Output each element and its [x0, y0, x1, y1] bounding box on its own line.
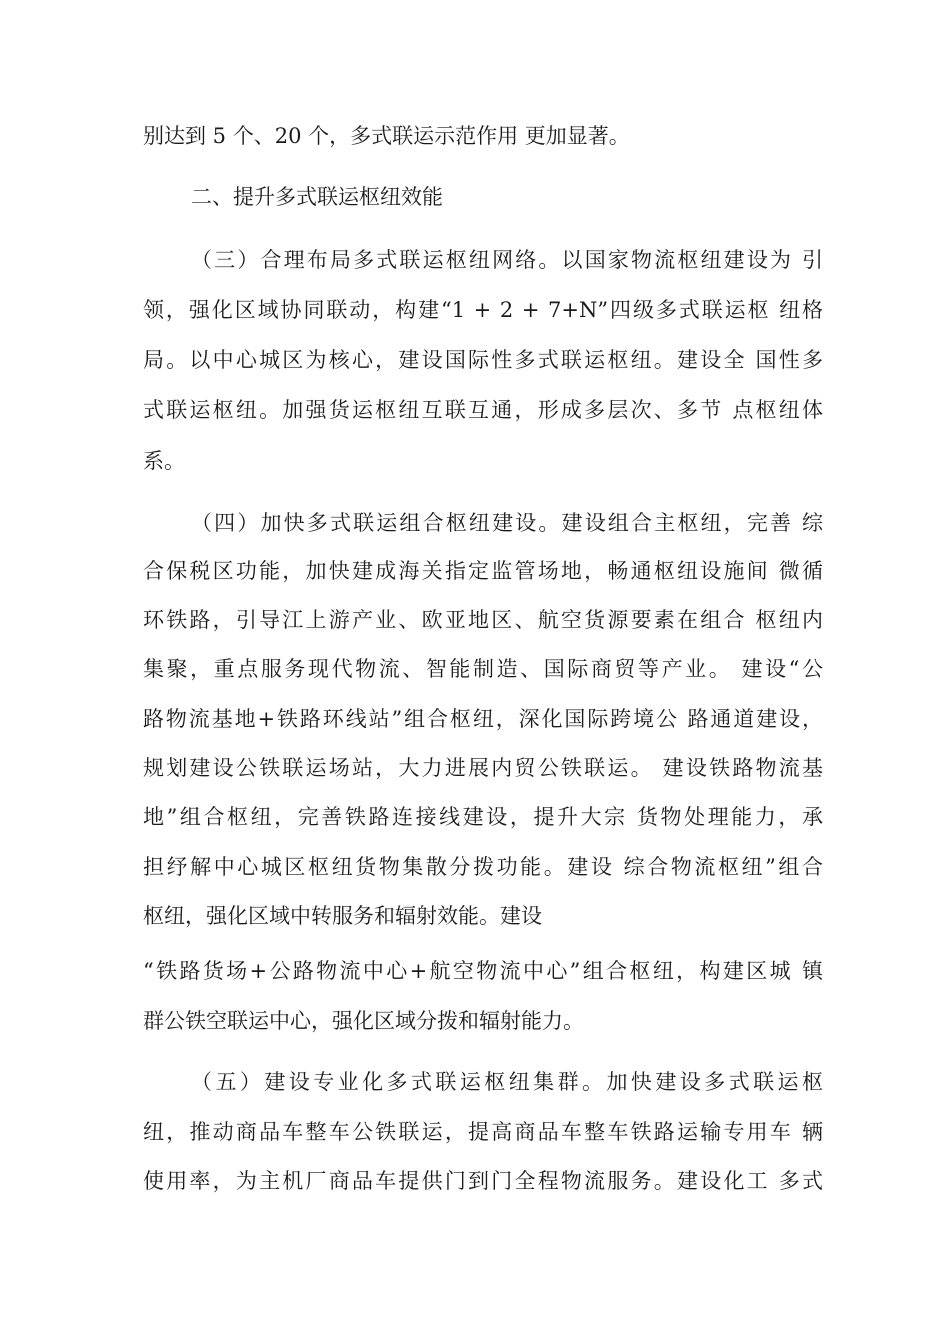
paragraph-line: 式联运枢纽。加强货运枢纽互联互通，形成多层次、多节 点枢纽体 — [143, 398, 823, 422]
section-heading: 二、提升多式联运枢纽效能 — [191, 185, 443, 209]
paragraph-line: “铁路货场+公路物流中心+航空物流中心”组合枢纽，构建区城 镇 — [143, 959, 823, 983]
paragraph-line: 地”组合枢纽，完善铁路连接线建设，提升大宗 货物处理能力，承 — [143, 805, 823, 829]
paragraph-line: 局。以中心城区为核心，建设国际性多式联运枢纽。建设全 国性多 — [143, 348, 823, 372]
paragraph-line: 担纾解中心城区枢纽货物集散分拨功能。建设 综合物流枢纽”组合 — [143, 855, 823, 879]
paragraph-line: 领，强化区域协同联动，构建“1 + 2 + 7+N”四级多式联运枢 纽格 — [143, 298, 823, 322]
paragraph-line: 路物流基地+铁路环线站”组合枢纽，深化国际跨境公 路通道建设， — [143, 707, 823, 731]
paragraph-line: （四）加快多式联运组合枢纽建设。建设组合主枢纽，完善 综 — [191, 511, 823, 535]
paragraph-line: 集聚，重点服务现代物流、智能制造、国际商贸等产业。 建设“公 — [143, 657, 823, 681]
paragraph-line: 使用率，为主机厂商品车提供门到门全程物流服务。建设化工 多式 — [143, 1169, 823, 1193]
paragraph-line: 系。 — [143, 449, 185, 473]
paragraph-line: （五）建设专业化多式联运枢纽集群。加快建设多式联运枢 — [191, 1070, 823, 1094]
text-line: 别达到 5 个、20 个，多式联运示范作用 更加显著。 — [143, 124, 630, 148]
paragraph-line: 规划建设公铁联运场站，大力进展内贸公铁联运。 建设铁路物流基 — [143, 756, 823, 780]
paragraph-line: 枢纽，强化区域中转服务和辐射效能。建设 — [143, 904, 542, 928]
paragraph-line: （三）合理布局多式联运枢纽网络。以国家物流枢纽建设为 引 — [191, 248, 823, 272]
paragraph-line: 群公铁空联运中心，强化区域分拨和辐射能力。 — [143, 1009, 584, 1033]
paragraph-line: 环铁路，引导江上游产业、欧亚地区、航空货源要素在组合 枢纽内 — [143, 608, 823, 632]
paragraph-line: 合保税区功能，加快建成海关指定监管场地，畅通枢纽设施间 微循 — [143, 559, 823, 583]
paragraph-line: 纽，推动商品车整车公铁联运，提高商品车整车铁路运输专用车 辆 — [143, 1120, 823, 1144]
